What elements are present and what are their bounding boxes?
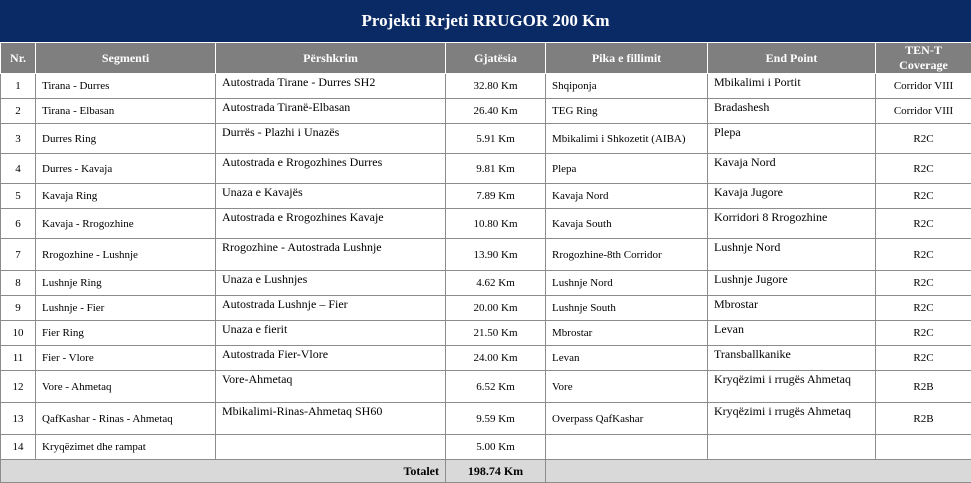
description: Unaza e fierit: [216, 321, 446, 346]
length: 5.00 Km: [446, 435, 546, 460]
segment-name: Fier Ring: [36, 321, 216, 346]
tent-coverage: R2C: [876, 154, 971, 184]
table-row: [1, 74, 971, 99]
segment-name: Kavaja - Rrogozhine: [36, 209, 216, 239]
segment-name: Vore - Ahmetaq: [36, 371, 216, 403]
start-point: Lushnje Nord: [546, 271, 708, 296]
header-end-point: End Point: [708, 43, 876, 74]
end-point: Kryqëzimi i rrugës Ahmetaq: [708, 371, 876, 403]
description: Autostrada e Rrogozhines Kavaje: [216, 209, 446, 239]
start-point: Mbrostar: [546, 321, 708, 346]
end-point: Bradashesh: [708, 99, 876, 124]
description: Vore-Ahmetaq: [216, 371, 446, 403]
tent-coverage: R2C: [876, 124, 971, 154]
description: Autostrada Tirane - Durres SH2: [216, 74, 446, 99]
length: 32.80 Km: [446, 74, 546, 99]
segment-name: Durres Ring: [36, 124, 216, 154]
row-number: 8: [1, 271, 36, 296]
end-point: Plepa: [708, 124, 876, 154]
table-row: [1, 321, 971, 346]
end-point: Kryqëzimi i rrugës Ahmetaq: [708, 403, 876, 435]
start-point: Levan: [546, 346, 708, 371]
table-row: [1, 403, 971, 435]
segment-name: Tirana - Elbasan: [36, 99, 216, 124]
header-row: [1, 43, 971, 74]
row-number: 9: [1, 296, 36, 321]
header-description: Përshkrim: [216, 43, 446, 74]
table-row: [1, 209, 971, 239]
row-number: 14: [1, 435, 36, 460]
table-row: [1, 435, 971, 460]
segment-name: Rrogozhine - Lushnje: [36, 239, 216, 271]
table-row: [1, 239, 971, 271]
row-number: 5: [1, 184, 36, 209]
table-row: [1, 346, 971, 371]
description: Autostrada Tiranë-Elbasan: [216, 99, 446, 124]
length: 4.62 Km: [446, 271, 546, 296]
tent-coverage: R2B: [876, 371, 971, 403]
length: 9.59 Km: [446, 403, 546, 435]
start-point: Plepa: [546, 154, 708, 184]
end-point: Lushnje Nord: [708, 239, 876, 271]
row-number: 2: [1, 99, 36, 124]
length: 26.40 Km: [446, 99, 546, 124]
end-point: Mbrostar: [708, 296, 876, 321]
row-number: 3: [1, 124, 36, 154]
segment-name: Durres - Kavaja: [36, 154, 216, 184]
row-number: 1: [1, 74, 36, 99]
tent-coverage: [876, 435, 971, 460]
header-tent-coverage: TEN-T Coverage: [876, 43, 971, 74]
tent-coverage: R2B: [876, 403, 971, 435]
end-point: Lushnje Jugore: [708, 271, 876, 296]
segment-name: Lushnje Ring: [36, 271, 216, 296]
length: 20.00 Km: [446, 296, 546, 321]
start-point: Lushnje South: [546, 296, 708, 321]
start-point: Vore: [546, 371, 708, 403]
segment-name: Lushnje - Fier: [36, 296, 216, 321]
total-row: [1, 460, 971, 483]
table-row: [1, 296, 971, 321]
header-nr: Nr.: [1, 43, 36, 74]
table-row: [1, 371, 971, 403]
description: Autostrada Fier-Vlore: [216, 346, 446, 371]
end-point: Korridori 8 Rrogozhine: [708, 209, 876, 239]
description: Rrogozhine - Autostrada Lushnje: [216, 239, 446, 271]
start-point: Overpass QafKashar: [546, 403, 708, 435]
description: Autostrada Lushnje – Fier: [216, 296, 446, 321]
description: [216, 435, 446, 460]
start-point: Kavaja South: [546, 209, 708, 239]
length: 24.00 Km: [446, 346, 546, 371]
tent-coverage: Corridor VIII: [876, 99, 971, 124]
tent-coverage: Corridor VIII: [876, 74, 971, 99]
length: 9.81 Km: [446, 154, 546, 184]
start-point: Mbikalimi i Shkozetit (AIBA): [546, 124, 708, 154]
start-point: Shqiponja: [546, 74, 708, 99]
end-point: Kavaja Jugore: [708, 184, 876, 209]
row-number: 10: [1, 321, 36, 346]
row-number: 13: [1, 403, 36, 435]
tent-coverage: R2C: [876, 321, 971, 346]
end-point: Levan: [708, 321, 876, 346]
length: 10.80 Km: [446, 209, 546, 239]
length: 6.52 Km: [446, 371, 546, 403]
end-point: Kavaja Nord: [708, 154, 876, 184]
start-point: Rrogozhine-8th Corridor: [546, 239, 708, 271]
end-point: Transballkanike: [708, 346, 876, 371]
table-row: [1, 124, 971, 154]
tent-coverage: R2C: [876, 184, 971, 209]
table-title: Projekti Rrjeti RRUGOR 200 Km: [0, 0, 971, 42]
description: Autostrada e Rrogozhines Durres: [216, 154, 446, 184]
segment-name: Fier - Vlore: [36, 346, 216, 371]
table-row: [1, 271, 971, 296]
table-row: [1, 184, 971, 209]
description: Unaza e Lushnjes: [216, 271, 446, 296]
segment-name: Kavaja Ring: [36, 184, 216, 209]
road-network-table: [0, 42, 971, 483]
row-number: 6: [1, 209, 36, 239]
length: 13.90 Km: [446, 239, 546, 271]
tent-coverage: R2C: [876, 239, 971, 271]
segment-name: QafKashar - Rinas - Ahmetaq: [36, 403, 216, 435]
tent-coverage: R2C: [876, 271, 971, 296]
end-point: [708, 435, 876, 460]
segment-name: Tirana - Durres: [36, 74, 216, 99]
end-point: Mbikalimi i Portit: [708, 74, 876, 99]
length: 21.50 Km: [446, 321, 546, 346]
description: Unaza e Kavajës: [216, 184, 446, 209]
header-length: Gjatësia: [446, 43, 546, 74]
header-start-point: Pika e fillimit: [546, 43, 708, 74]
row-number: 7: [1, 239, 36, 271]
length: 5.91 Km: [446, 124, 546, 154]
total-empty: [546, 460, 971, 483]
start-point: TEG Ring: [546, 99, 708, 124]
start-point: Kavaja Nord: [546, 184, 708, 209]
segment-name: Kryqëzimet dhe rampat: [36, 435, 216, 460]
total-value: 198.74 Km: [446, 460, 546, 483]
table-row: [1, 99, 971, 124]
length: 7.89 Km: [446, 184, 546, 209]
table-row: [1, 154, 971, 184]
tent-coverage: R2C: [876, 346, 971, 371]
header-segment: Segmenti: [36, 43, 216, 74]
row-number: 12: [1, 371, 36, 403]
total-label: Totalet: [1, 460, 446, 483]
row-number: 11: [1, 346, 36, 371]
description: Durrës - Plazhi i Unazës: [216, 124, 446, 154]
row-number: 4: [1, 154, 36, 184]
tent-coverage: R2C: [876, 209, 971, 239]
start-point: [546, 435, 708, 460]
description: Mbikalimi-Rinas-Ahmetaq SH60: [216, 403, 446, 435]
tent-coverage: R2C: [876, 296, 971, 321]
